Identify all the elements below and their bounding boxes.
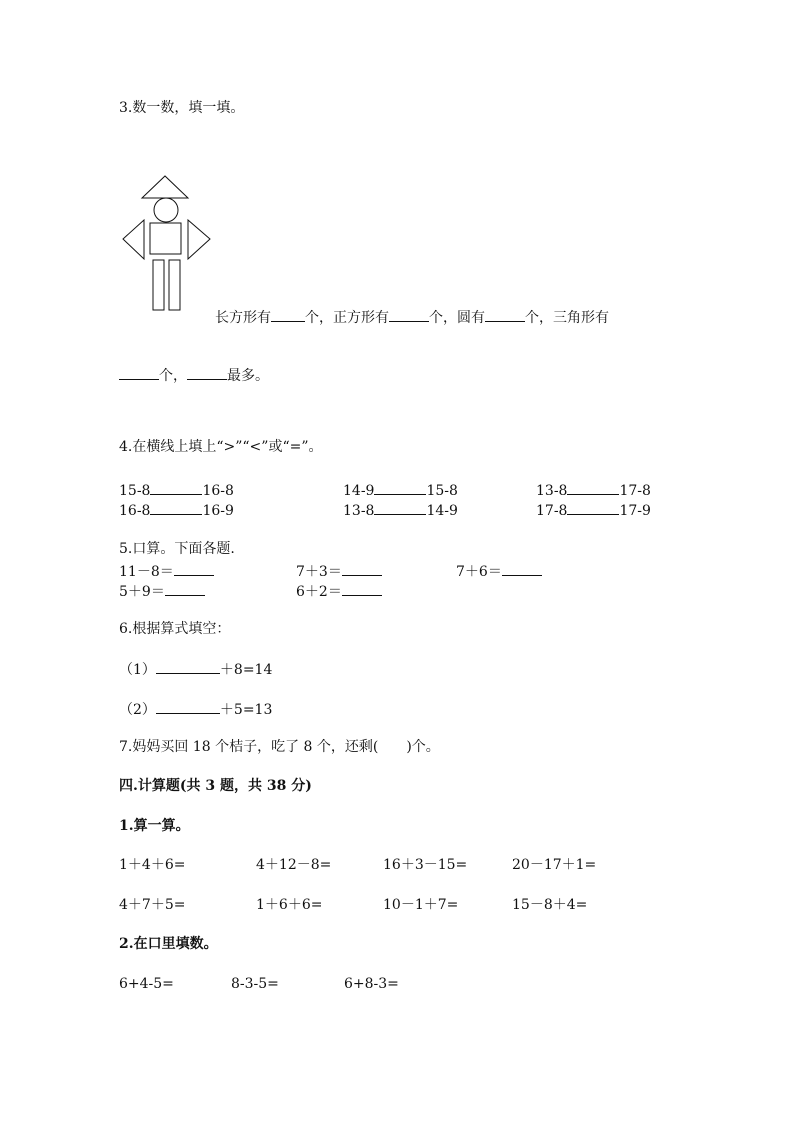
most-label: 最多。 [227, 368, 269, 384]
most-blank[interactable] [187, 365, 227, 380]
left-leg-rectangle [153, 260, 164, 310]
q3-fill-line-2: 个， 最多。 [119, 365, 269, 385]
calc1-title: 1.算一算。 [119, 818, 190, 834]
calc1-row-2-col-1: 4＋7＋5= [119, 897, 186, 913]
q6-item-1: （1） ＋8=14 [119, 659, 272, 679]
square-label: 正方形有 [333, 310, 389, 326]
right-triangle [188, 220, 210, 259]
answer-blank[interactable] [156, 699, 220, 714]
rect-label: 长方形有 [215, 310, 271, 326]
q4-row-2-col-3: 17-8 17-9 [536, 500, 651, 520]
body-square [150, 223, 181, 254]
section4-title: 四.计算题(共 3 题，共 38 分) [119, 778, 312, 794]
square-blank[interactable] [389, 307, 429, 322]
q4-row-2-col-1: 16-8 16-9 [119, 500, 234, 520]
calc2-title: 2.在口里填数。 [119, 936, 218, 952]
triangle-label: 三角形有 [553, 310, 609, 326]
answer-blank[interactable] [342, 561, 382, 576]
left-triangle [123, 220, 144, 259]
shape-robot-figure [120, 172, 215, 314]
compare-blank[interactable] [567, 500, 619, 515]
right-leg-rectangle [169, 260, 180, 310]
compare-blank[interactable] [374, 480, 426, 495]
compare-blank[interactable] [374, 500, 426, 515]
q4-row-1-col-1: 15-8 16-8 [119, 480, 234, 500]
q4-row-1-col-2: 14-9 15-8 [343, 480, 458, 500]
head-circle [154, 198, 178, 222]
calc1-row-1-col-3: 16＋3－15= [383, 857, 468, 873]
answer-blank[interactable] [165, 581, 205, 596]
answer-blank[interactable] [174, 561, 214, 576]
answer-blank[interactable] [156, 659, 220, 674]
answer-blank[interactable] [502, 561, 542, 576]
q4-title: 4.在横线上填上“>”“<”或“=”。 [119, 439, 323, 455]
top-triangle [142, 176, 188, 198]
q5-row-1-col-2: 7＋3＝ [296, 561, 382, 581]
q5-title: 5.口算。下面各题. [119, 541, 235, 557]
q5-row-2-col-1: 5＋9＝ [119, 581, 205, 601]
q5-row-2-col-2: 6＋2＝ [296, 581, 382, 601]
calc2-row-1-col-3: 6+8-3= [344, 976, 399, 992]
q3-fill-line-1: 长方形有 个，正方形有 个，圆有 个，三角形有 [215, 307, 609, 327]
calc2-row-1-col-2: 8-3-5= [231, 976, 279, 992]
q7-text: 7.妈妈买回 18 个桔子，吃了 8 个，还剩( )个。 [119, 739, 440, 755]
q5-row-1-col-1: 11－8＝ [119, 561, 214, 581]
calc1-row-2-col-3: 10－1＋7= [383, 897, 459, 913]
circle-blank[interactable] [485, 307, 525, 322]
answer-blank[interactable] [342, 581, 382, 596]
q6-title: 6.根据算式填空： [119, 621, 231, 637]
q4-row-1-col-3: 13-8 17-8 [536, 480, 651, 500]
rect-blank[interactable] [271, 307, 305, 322]
calc1-row-2-col-2: 1＋6＋6= [256, 897, 323, 913]
calc2-row-1-col-1: 6+4-5= [119, 976, 174, 992]
calc1-row-1-col-4: 20－17＋1= [512, 857, 597, 873]
calc1-row-1-col-2: 4＋12－8= [256, 857, 332, 873]
compare-blank[interactable] [567, 480, 619, 495]
compare-blank[interactable] [150, 480, 202, 495]
calc1-row-1-col-1: 1＋4＋6= [119, 857, 186, 873]
q5-row-1-col-3: 7＋6＝ [456, 561, 542, 581]
calc1-row-2-col-4: 15－8＋4= [512, 897, 588, 913]
compare-blank[interactable] [150, 500, 202, 515]
q4-row-2-col-2: 13-8 14-9 [343, 500, 458, 520]
q6-item-2: （2） ＋5=13 [119, 699, 272, 719]
triangle-blank[interactable] [119, 365, 159, 380]
circle-label: 圆有 [457, 310, 485, 326]
q3-title: 3.数一数，填一填。 [119, 100, 245, 116]
